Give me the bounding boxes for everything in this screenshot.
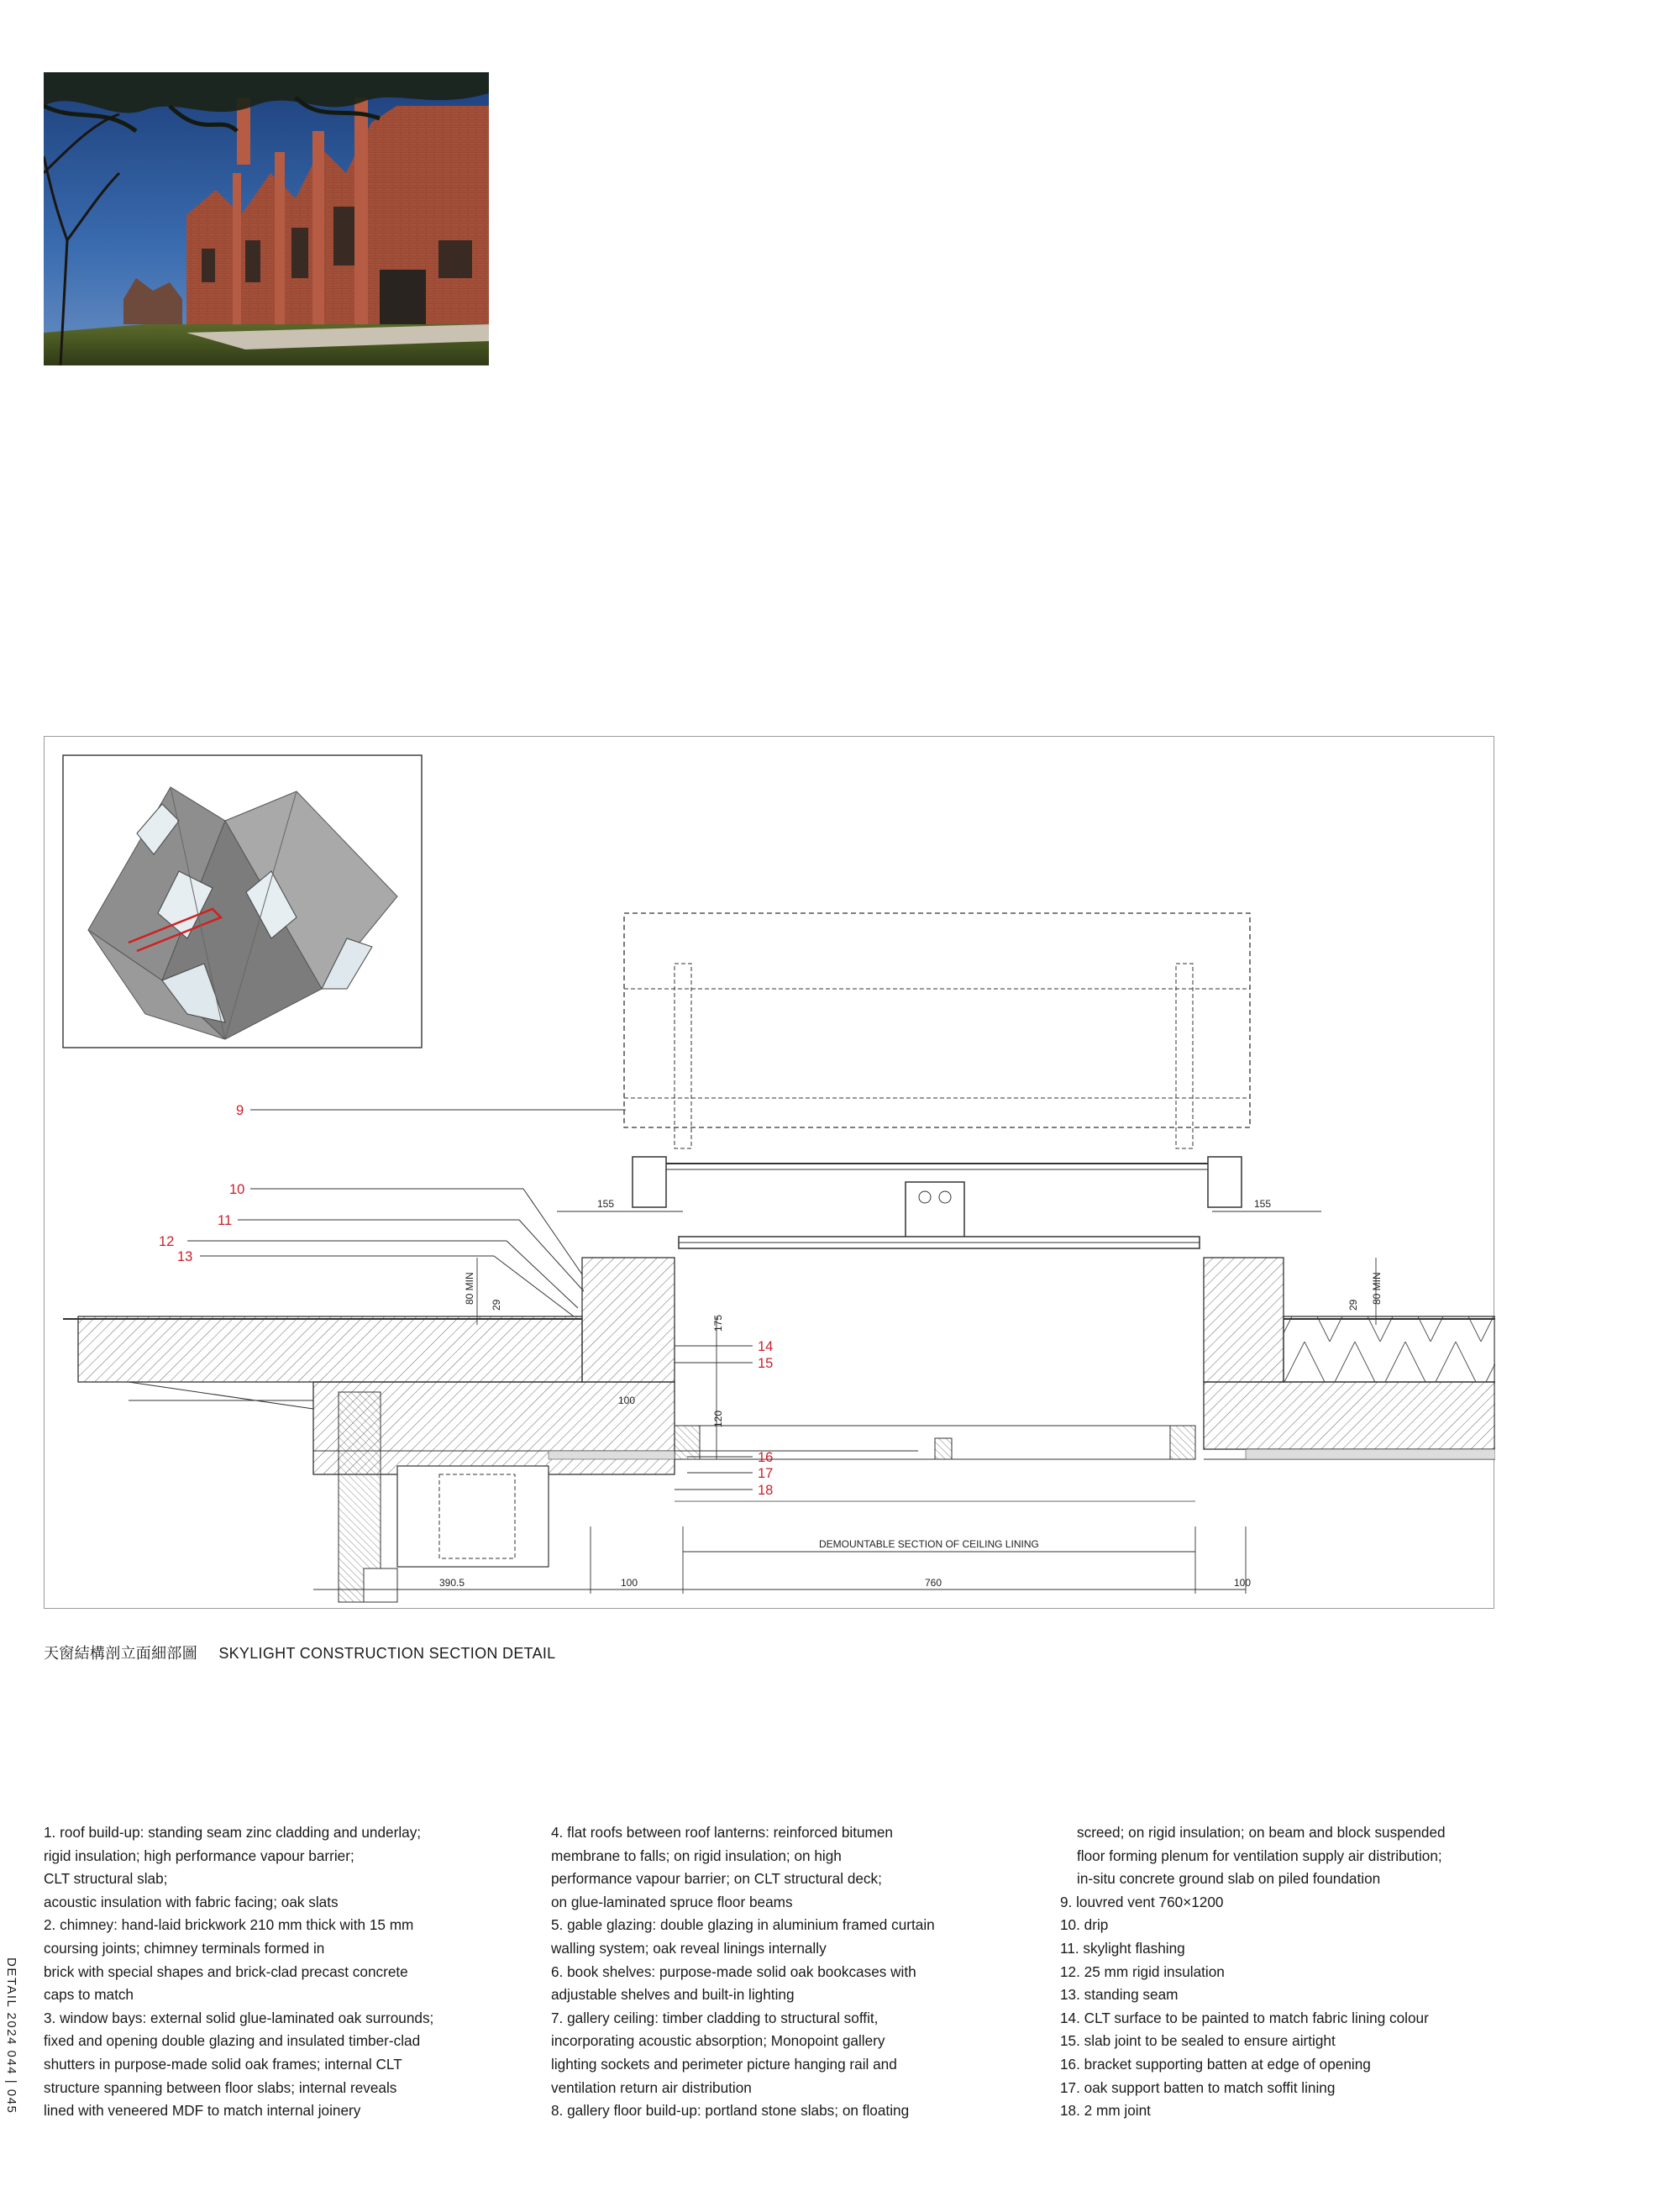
callout-10: 10 (229, 1182, 245, 1197)
callout-18: 18 (758, 1483, 774, 1498)
callout-14: 14 (758, 1339, 774, 1354)
note-line: incorporating acoustic absorption; Monopoint gallery (551, 2032, 885, 2050)
dim-175: 175 (712, 1314, 724, 1332)
note-item-4 (551, 1821, 935, 1914)
note-item-1 (44, 1821, 433, 1914)
note-line: rigid insulation; high performance vapour barrier; (44, 1847, 354, 1864)
section-drawing-frame (44, 736, 1494, 1609)
skylight-lantern (624, 913, 1250, 1248)
note-line: coursing joints; chimney terminals formed in (44, 1939, 325, 1957)
note-line: 4. flat roofs between roof lanterns: reinforced bitumen (551, 1824, 893, 1841)
note-line: adjustable shelves and built-in lighting (551, 1986, 795, 2004)
note-item-11: 11. skylight flashing (1060, 1939, 1185, 1957)
note-item-18: 18. 2 mm joint (1060, 2102, 1151, 2120)
note-line: fixed and opening double glazing and insulated timber-clad (44, 2032, 421, 2050)
note-item-8 (551, 2099, 935, 2123)
note-line: lined with veneered MDF to match internal joinery (44, 2102, 361, 2120)
note-line: screed; on rigid insulation; on beam and block suspended (1077, 1824, 1446, 1841)
note-line: CLT structural slab; (44, 1870, 168, 1888)
note-line: on glue-laminated spruce floor beams (551, 1893, 793, 1910)
note-item-5 (551, 1914, 935, 1960)
dim-100-mid: 100 (618, 1395, 636, 1406)
note-line: brick with special shapes and brick-clad precast concrete (44, 1962, 408, 1980)
right-roof-section (935, 1258, 1495, 1459)
note-item-14: 14. CLT surface to be painted to match fabric lining colour (1060, 2009, 1429, 2026)
note-item-16: 16. bracket supporting batten at edge of opening (1060, 2055, 1371, 2073)
callout-17: 17 (758, 1466, 774, 1481)
section-drawing (45, 737, 1495, 1610)
note-item-12: 12. 25 mm rigid insulation (1060, 1962, 1225, 1980)
folio-text: DETAIL 2024 044 | 045 (4, 1957, 18, 2115)
dim-390-5: 390.5 (439, 1577, 465, 1589)
note-line: ventilation return air distribution (551, 2078, 752, 2096)
notes-column-3 (1060, 1821, 1446, 2123)
caption-en: SKYLIGHT CONSTRUCTION SECTION DETAIL (218, 1645, 556, 1662)
dim-80min-right: 80 MIN (1371, 1272, 1383, 1305)
note-item-15: 15. slab joint to be sealed to ensure airtight (1060, 2032, 1336, 2050)
note-line: in-situ concrete ground slab on piled foundation (1077, 1870, 1381, 1888)
caption-zh: 天窗結構剖立面細部圖 (44, 1645, 197, 1662)
callout-16: 16 (758, 1450, 774, 1465)
note-item-17: 17. oak support batten to match soffit lining (1060, 2078, 1336, 2096)
note-line: 5. gable glazing: double glazing in aluminium framed curtain (551, 1916, 935, 1934)
callout-11: 11 (218, 1213, 233, 1228)
note-line: 2. chimney: hand-laid brickwork 210 mm thick with 15 mm (44, 1916, 414, 1934)
note-line: acoustic insulation with fabric facing; oak slats (44, 1893, 339, 1910)
note-line: caps to match (44, 1986, 134, 2004)
dim-155-left: 155 (597, 1198, 615, 1210)
note-line: shutters in purpose-made solid oak frames; internal CLT (44, 2055, 402, 2073)
callout-15: 15 (758, 1356, 774, 1371)
note-line: walling system; oak reveal linings internally (551, 1939, 827, 1957)
callout-12: 12 (159, 1234, 175, 1249)
dim-29-left: 29 (491, 1299, 502, 1311)
note-item-7 (551, 2007, 935, 2099)
dim-120: 120 (712, 1410, 724, 1427)
note-line: 3. window bays: external solid glue-laminated oak surrounds; (44, 2009, 434, 2026)
page-folio (3, 1957, 22, 2125)
note-line: lighting sockets and perimeter picture hanging rail and (551, 2055, 897, 2073)
dim-100-a: 100 (621, 1577, 638, 1589)
building-photo (44, 72, 489, 365)
drawing-caption (44, 1642, 556, 1663)
roof-axonometric-inset (63, 755, 422, 1048)
notes-column-2 (551, 1821, 935, 2123)
note-item-13: 13. standing seam (1060, 1986, 1179, 2004)
note-item-3 (44, 2007, 433, 2123)
note-item-2 (44, 1914, 433, 2006)
note-item-10: 10. drip (1060, 1916, 1109, 1934)
dim-155-right: 155 (1254, 1198, 1272, 1210)
note-item-9: 9. louvred vent 760×1200 (1060, 1893, 1224, 1910)
note-line: structure spanning between floor slabs; internal reveals (44, 2078, 397, 2096)
demountable-label: DEMOUNTABLE SECTION OF CEILING LINING (819, 1538, 1039, 1550)
notes-column-1 (44, 1821, 433, 2123)
dim-80min-left: 80 MIN (464, 1272, 475, 1305)
note-item-6 (551, 1961, 935, 2007)
note-line: floor forming plenum for ventilation supply air distribution; (1077, 1847, 1442, 1864)
note-line: 1. roof build-up: standing seam zinc cladding and underlay; (44, 1824, 422, 1841)
dim-29-right: 29 (1347, 1299, 1359, 1311)
note-line: 7. gallery ceiling: timber cladding to structural soffit, (551, 2009, 879, 2026)
note-item-8-continued (1060, 1821, 1446, 1891)
note-line: 6. book shelves: purpose-made solid oak bookcases with (551, 1962, 916, 1980)
callout-9: 9 (236, 1103, 244, 1118)
dim-760: 760 (925, 1577, 942, 1589)
note-line: performance vapour barrier; on CLT structural deck; (551, 1870, 882, 1888)
note-line: membrane to falls; on rigid insulation; on high (551, 1847, 842, 1864)
callout-13: 13 (177, 1249, 193, 1264)
dim-100-b: 100 (1234, 1577, 1252, 1589)
note-line: 8. gallery floor build-up: portland stone slabs; on floating (551, 2102, 910, 2120)
